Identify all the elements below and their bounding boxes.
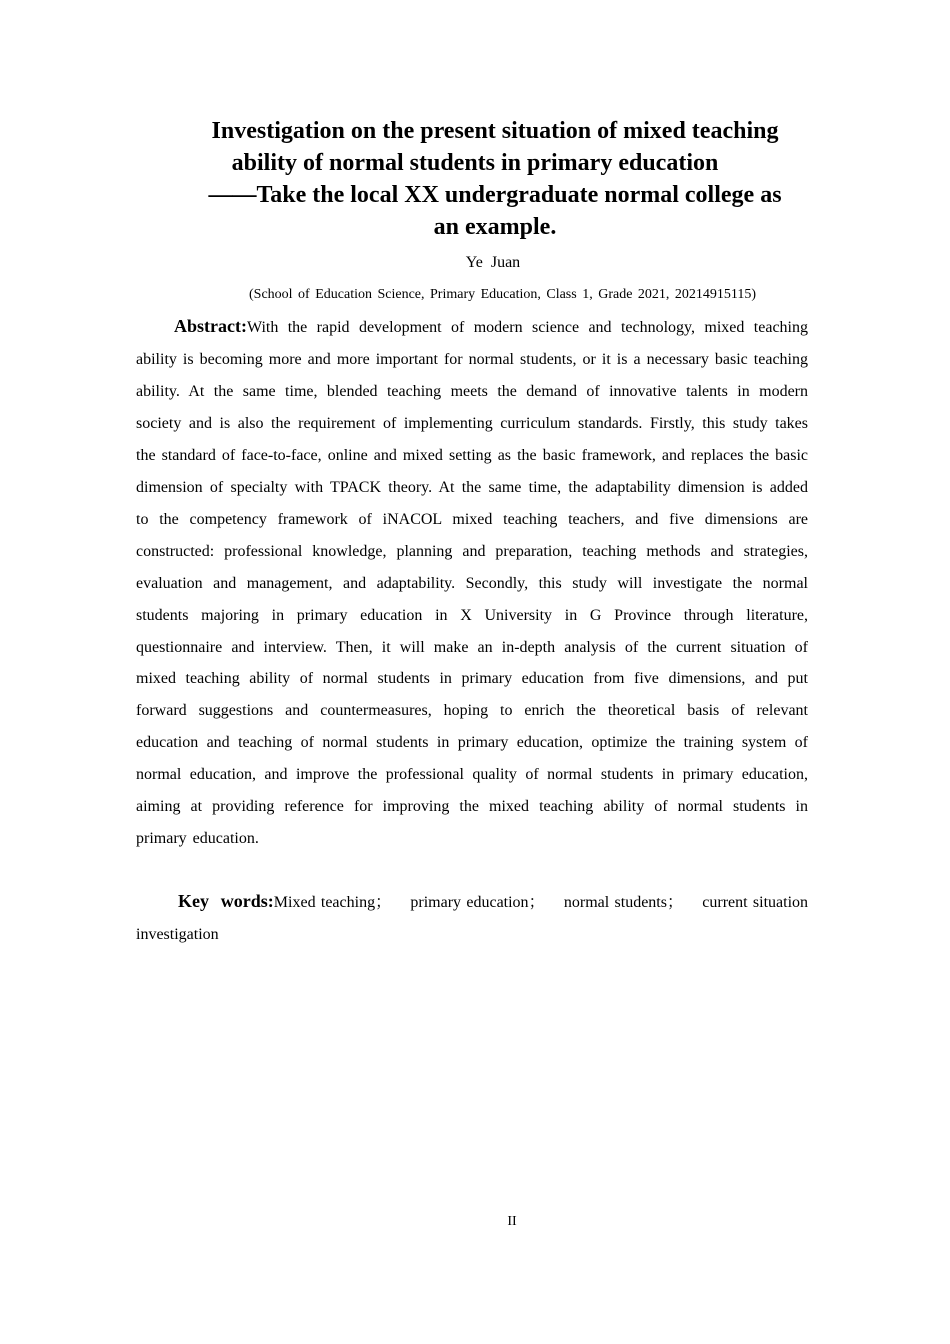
keyword-item: Mixed teaching	[273, 894, 376, 911]
keyword-separator: ；	[375, 894, 392, 911]
keyword-separator: ；	[666, 894, 683, 911]
keywords-label: Key words:	[178, 891, 274, 911]
keyword-item: current situation investigation	[136, 894, 809, 943]
title-line-3: ——Take the local XX undergraduate normal college as	[208, 182, 782, 208]
title-line-4: an example.	[433, 214, 557, 240]
author-name: Ye Juan	[465, 254, 521, 271]
author-affiliation: (School of Education Science, Primary Education, Class 1, Grade 2021, 20214915115)	[249, 287, 757, 302]
title-line-1: Investigation on the present situation of mixed teaching	[211, 118, 779, 144]
keyword-item: primary education	[410, 894, 529, 911]
title-line-2: ability of normal students in primary education	[231, 150, 719, 176]
keyword-separator: ；	[528, 894, 545, 911]
keywords-paragraph	[136, 885, 808, 951]
page-number: II	[507, 1214, 517, 1229]
abstract-paragraph	[136, 311, 808, 855]
paper-title	[150, 115, 840, 243]
keyword-item: normal students	[563, 894, 667, 911]
abstract-text: With the rapid development of modern science and technology, mixed teaching ability is becoming more and more important for normal students, or it is a necessary basic teaching ability. At the same time, blended teaching meets the demand of innovative talents in modern society and is also the requirement of implementing curriculum standards. Firstly, this study takes the standard of face-to-face, online and mixed setting as the basic framework, and replaces the basic dimension of specialty with TPACK theory. At the same time, the adaptability dimension is added to the competency framework of iNACOL mixed teaching teachers, and five dimensions are constructed: professional knowledge, planning and preparation, teaching methods and strategies, evaluation and management, and adaptability. Secondly, this study will investigate the normal students majoring in primary education in X University in G Province through literature, questionnaire and interview. Then, it will make an in-depth analysis of the current situation of mixed teaching ability of normal students in primary education from five dimensions, and put forward suggestions and countermeasures, hoping to enrich the theoretical basis of relevant education and teaching of normal students in primary education, optimize the training system of normal education, and improve the professional quality of normal students in primary education, aiming at providing reference for improving the mixed teaching ability of normal students in primary education.	[136, 319, 808, 848]
abstract-label: Abstract:	[174, 316, 247, 336]
